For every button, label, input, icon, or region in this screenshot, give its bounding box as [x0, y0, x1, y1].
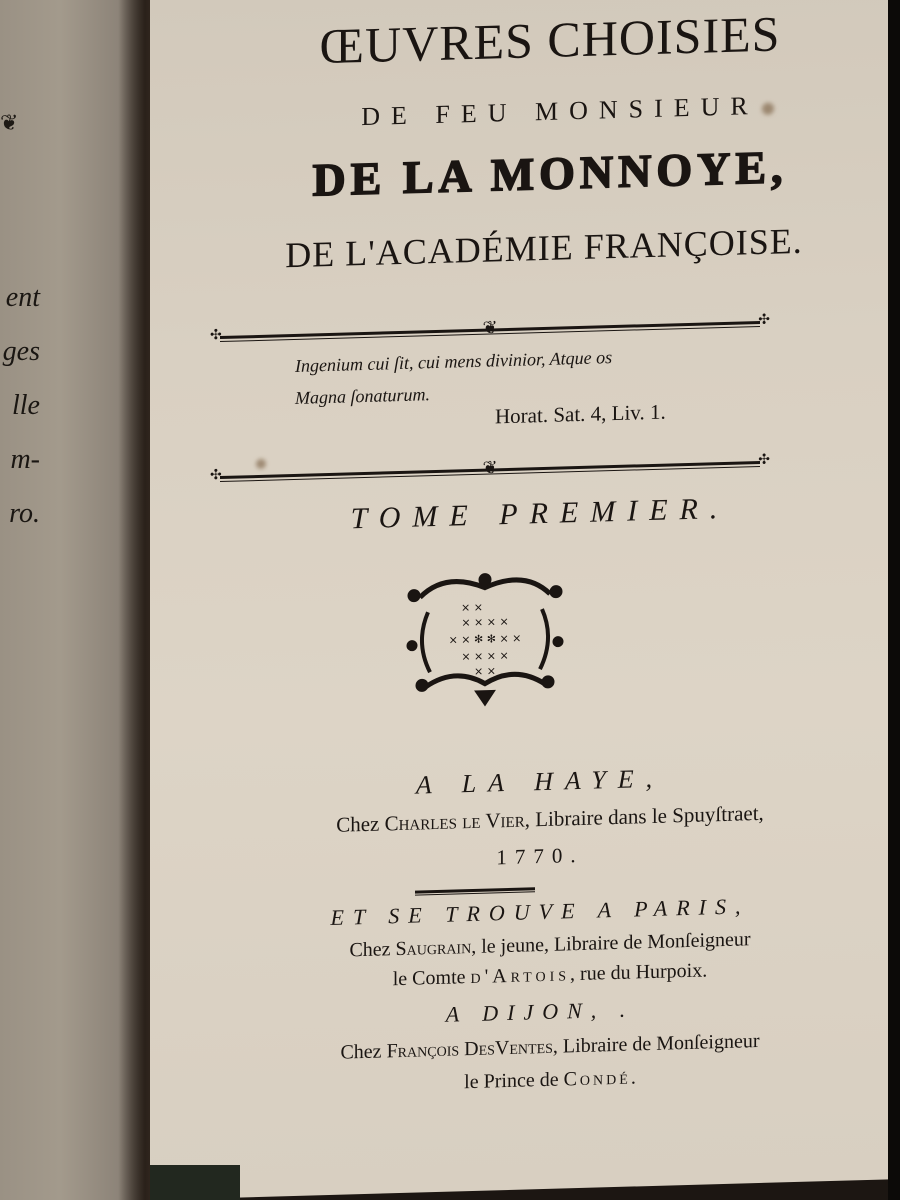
title-line-4: DE L'ACADÉMIE FRANÇOISE.: [285, 220, 803, 276]
svg-text:× × ✻ ✻ × ×: × × ✻ ✻ × ×: [448, 631, 522, 647]
foxing-stain: [256, 459, 266, 469]
publisher-name: Saugrain: [395, 936, 472, 961]
text: le Comte: [392, 966, 471, 991]
decorative-rule-top: [220, 317, 760, 342]
text: le Prince de: [464, 1068, 564, 1094]
page-edge-shadow: [888, 0, 900, 1200]
floral-cartouche-icon: [400, 563, 570, 718]
text: .: [630, 1066, 636, 1089]
small-divider-rule: [415, 887, 535, 895]
text: Chez: [336, 811, 385, 837]
publisher-name: François DesVentes: [386, 1035, 553, 1063]
volume-label: TOME PREMIER.: [350, 491, 730, 536]
left-text-fragment: m-: [10, 444, 40, 475]
svg-text:× ×: × ×: [461, 600, 483, 615]
text: , Libraire dans le Spuyſtraet,: [524, 800, 764, 832]
epigraph-line-1: Ingenium cui ſit, cui mens divinior, Atque os: [295, 347, 613, 376]
author-name: DE LA MONNOYE,: [312, 141, 788, 206]
patron-name: d'Artois: [470, 963, 571, 989]
title-line-2: DE FEU MONSIEUR: [361, 90, 759, 132]
title-page: [150, 0, 890, 1200]
imprint-city-dijon: A DIJON, .: [445, 996, 635, 1027]
left-text-fragment: lle: [12, 390, 40, 421]
ornament-icon: ❦: [0, 110, 19, 135]
svg-text:× × × ×: × × × ×: [461, 614, 509, 630]
imprint-city-paris: ET SE TROUVE A PARIS,: [330, 893, 750, 930]
imprint-year: 1770.: [496, 842, 584, 870]
title-line-1: ŒUVRES CHOISIES: [319, 5, 781, 75]
fleuron-icon: ✣ ❦: [482, 457, 498, 478]
patron-name: Condé: [563, 1066, 631, 1091]
text: , rue du Hurpoix.: [570, 959, 708, 986]
epigraph-citation: Horat. Sat. 4, Liv. 1.: [495, 399, 666, 429]
text: , le jeune, Libraire de Monſeigneur: [471, 928, 751, 959]
left-text-fragment: ro.: [9, 498, 40, 529]
svg-text:× × × ×: × × × ×: [461, 648, 509, 664]
imprint-city-la-haye: A LA HAYE,: [415, 763, 665, 800]
epigraph-line-2: Magna ſonaturum.: [295, 384, 430, 408]
svg-text:× ×: × ×: [474, 664, 496, 678]
fleuron-icon: ✣ ❦: [482, 317, 498, 338]
decorative-rule-bottom: [220, 457, 760, 482]
text: Chez: [340, 1040, 387, 1064]
publisher-name: Charles le Vier: [384, 807, 525, 836]
binding-cloth: [150, 1165, 240, 1200]
text: Chez: [349, 938, 396, 962]
left-text-fragment: ges: [2, 336, 40, 367]
text: , Libraire de Monſeigneur: [552, 1029, 760, 1058]
left-text-fragment: ent: [5, 282, 40, 313]
